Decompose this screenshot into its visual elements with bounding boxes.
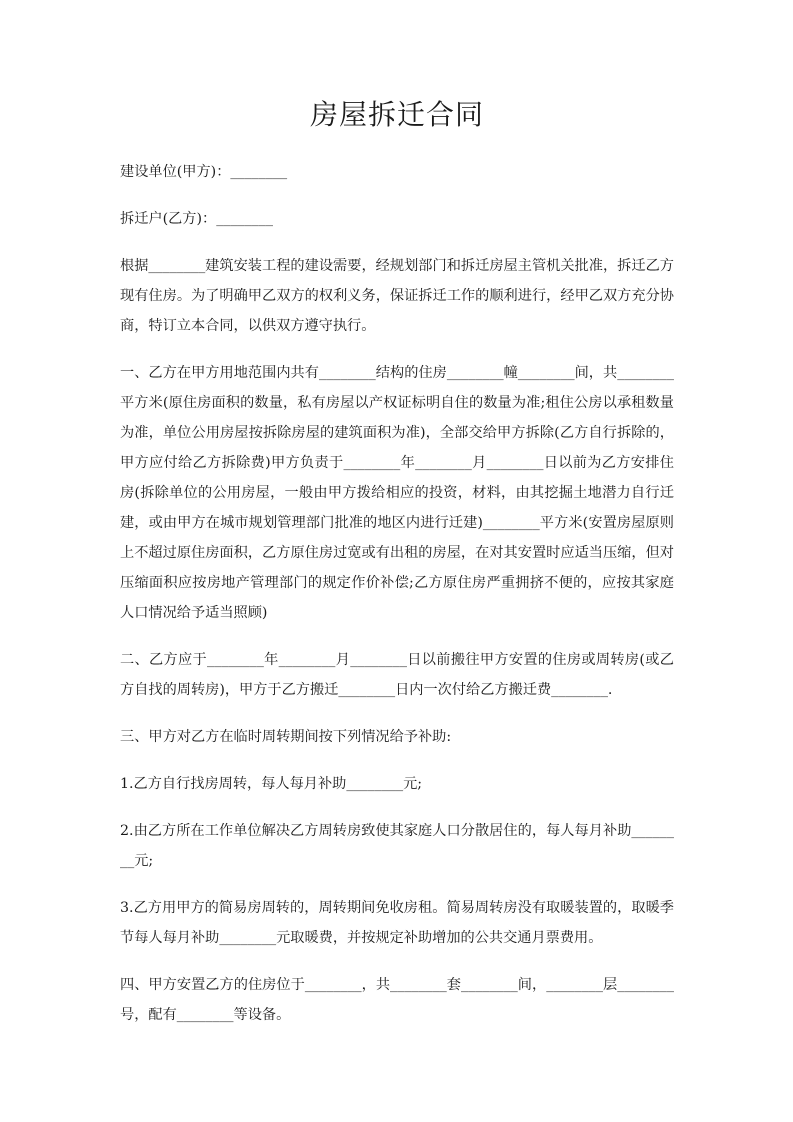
clause-3-item-1: 1.乙方自行找房周转，每人每月补助________元; <box>120 776 423 792</box>
clause-4-paragraph: 四、甲方安置乙方的住房位于________，共________套________间，________层________号，配有________等设备。 <box>120 977 674 1023</box>
party-a-line: 建设单位(甲方)：________ <box>120 164 288 180</box>
clause-3-item-3: 3.乙方用甲方的简易房周转的，周转期间免收房租。简易周转房没有取暖装置的，取暖季节每人每月补助________元取暖费，并按规定补助增加的公共交通月票费用。 <box>120 900 674 946</box>
preamble-paragraph: 根据________建筑安装工程的建设需要，经规划部门和拆迁房屋主管机关批准，拆迁乙方现有住房。为了明确甲乙双方的权利义务，保证拆迁工作的顺利进行，经甲乙双方充分协商，特订立本合同，以供双方遵守执行。 <box>120 258 674 334</box>
document-body <box>120 157 674 1030</box>
clause-2-paragraph: 二、乙方应于________年________月________日以前搬往甲方安置的住房或周转房(或乙方自找的周转房)，甲方于乙方搬迁________日内一次付给乙方搬迁费________. <box>120 652 674 698</box>
clause-3-item-2: 2.由乙方所在工作单位解决乙方周转房致使其家庭人口分散居住的，每人每月补助________元; <box>120 823 674 869</box>
clause-1-paragraph: 一、乙方在甲方用地范围内共有________结构的住房________幢________间，共________平方米(原住房面积的数量，私有房屋以产权证标明自住的数量为准;租住公房以承租数量为准，单位公用房屋按拆除房屋的建筑面积为准)，全部交给甲方拆除(乙方自行拆除的，甲方应付给乙方拆除费)甲方负责于________年________月________日以前为乙方安排住房(拆除单位的公用房屋，一般由甲方拨给相应的投资，材料，由其挖掘土地潜力自行迁建，或由甲方在城市规划管理部门批准的地区内进行迁建)________平方米(安置房屋原则上不超过原住房面积，乙方原住房过宽或有出租的房屋，在对其安置时应适当压缩，但对压缩面积应按房地产管理部门的规定作价补偿;乙方原住房严重拥挤不便的，应按其家庭人口情况给予适当照顾) <box>120 365 674 621</box>
clause-3-heading: 三、甲方对乙方在临时周转期间按下列情况给予补助: <box>120 729 452 745</box>
party-b-line: 拆迁户(乙方)：________ <box>120 211 273 227</box>
document-title: 房屋拆迁合同 <box>309 98 484 131</box>
